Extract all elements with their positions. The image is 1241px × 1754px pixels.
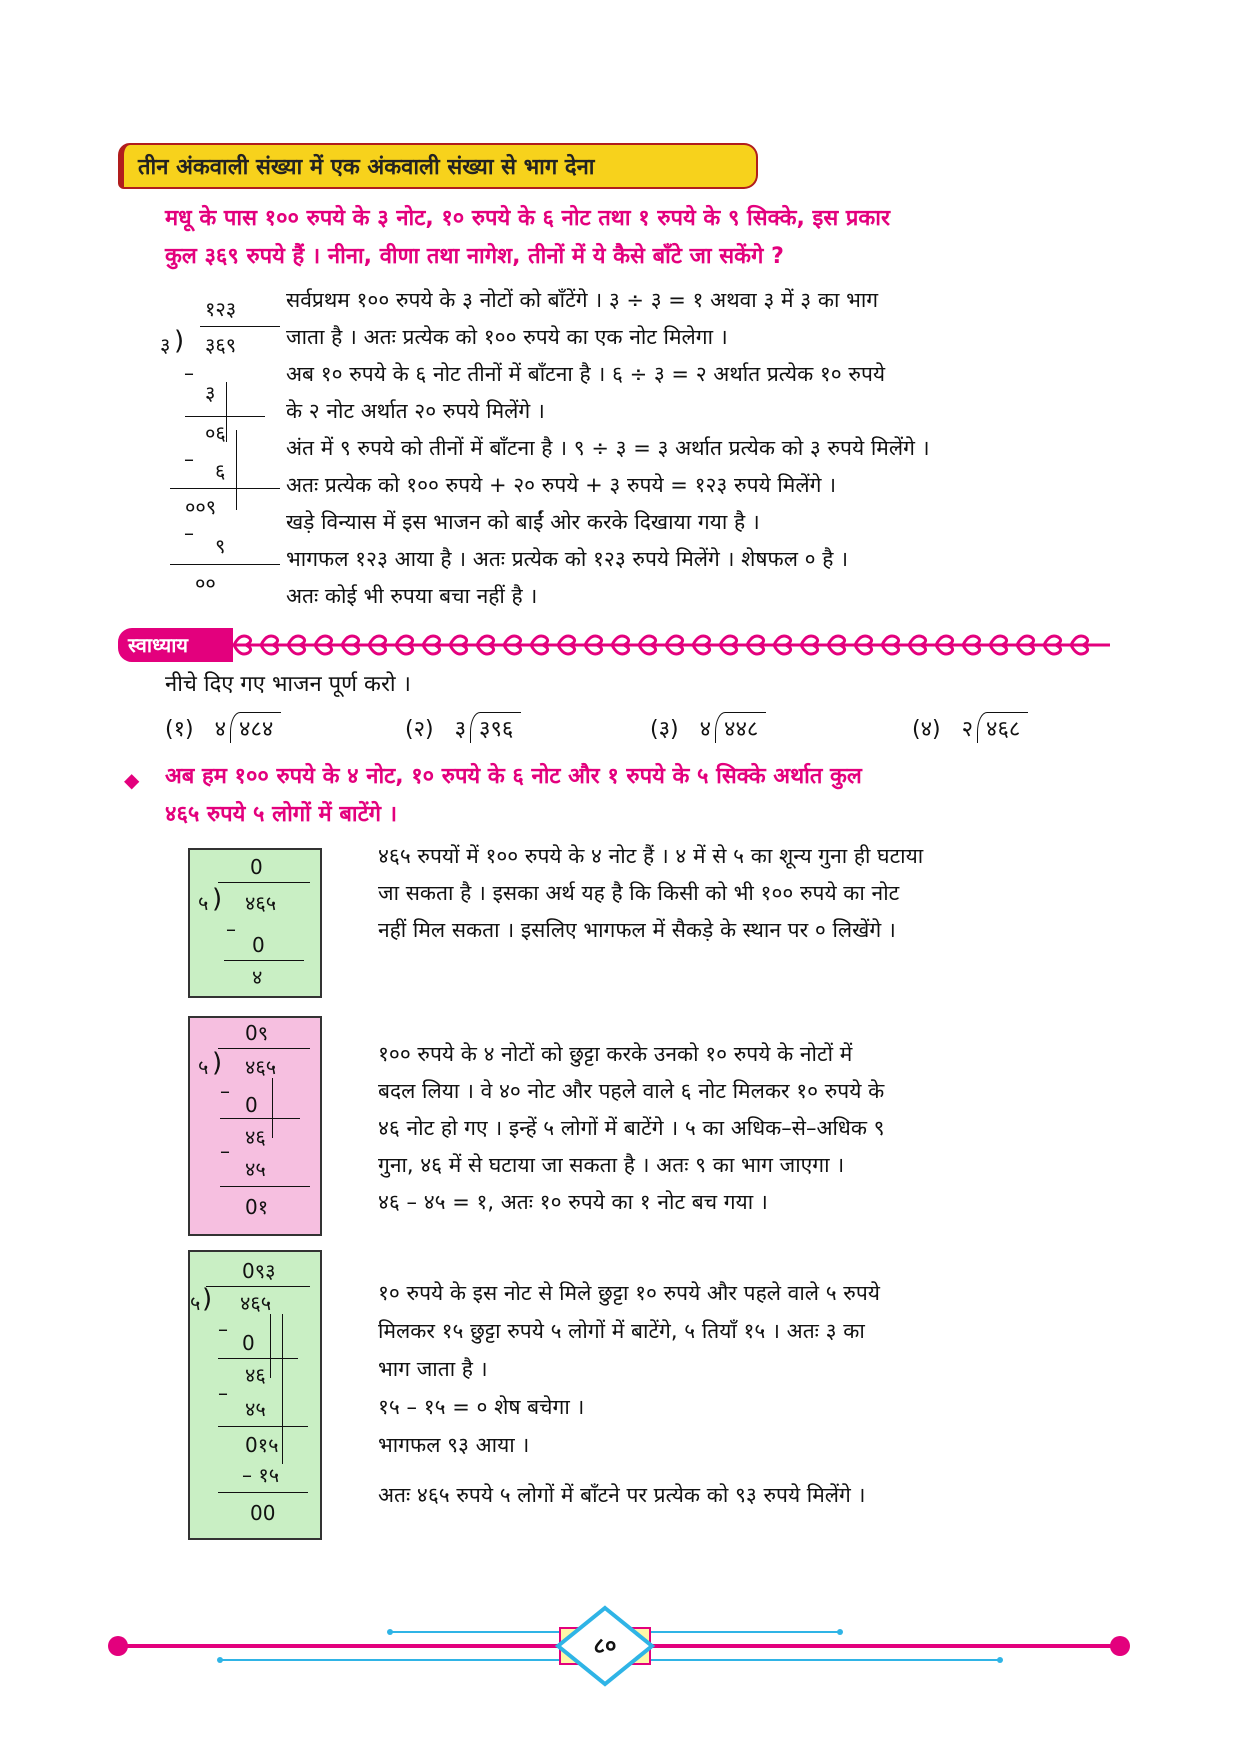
intro-line: ४६५ रुपये ५ लोगों में बाटेंगे । bbox=[165, 802, 398, 827]
exercise-number: (३) bbox=[650, 717, 679, 742]
decorative-chain-border bbox=[230, 628, 1120, 662]
step2-explanation bbox=[378, 1036, 1128, 1221]
divisor: ३ bbox=[454, 717, 467, 742]
subtract-2: ४५ bbox=[245, 1157, 266, 1181]
subtract-1: 0 bbox=[242, 1331, 255, 1355]
text-line: बदल लिया । वे ४० नोट और पहले वाले ६ नोट मिलकर १० रुपये के bbox=[378, 1079, 885, 1103]
text-line: मिलकर १५ छुट्टा रुपये ५ लोगों में बाटेंगे, ५ तियाँ १५ । अतः ३ का bbox=[378, 1319, 865, 1343]
divisor: ५ bbox=[190, 1291, 201, 1315]
quotient: १२३ bbox=[205, 297, 237, 321]
remainder-1: ४ bbox=[252, 965, 263, 989]
divisor: ४ bbox=[214, 717, 227, 742]
section-heading: तीन अंकवाली संख्या में एक अंकवाली संख्या से भाग देना bbox=[118, 143, 758, 189]
remainder-1: ४६ bbox=[245, 1125, 266, 1149]
diamond-bullet-icon: ◆ bbox=[124, 768, 140, 792]
exercise-number: (२) bbox=[405, 717, 434, 742]
text-line: खड़े विन्यास में इस भाजन को बाईं ओर करके दिखाया गया है । bbox=[286, 510, 760, 534]
dividend: ४६५ bbox=[240, 1291, 272, 1315]
dividend: ४६५ bbox=[245, 891, 277, 915]
page-number: ८० bbox=[593, 1634, 617, 1659]
minus-sign: – bbox=[226, 917, 236, 941]
step3-explanation bbox=[378, 1274, 1128, 1514]
text-line: अंत में ९ रुपये को तीनों में बाँटना है । ९ ÷ ३ = ३ अर्थात प्रत्येक को ३ रुपये मिलेंगे । bbox=[286, 436, 930, 460]
divisor: ३ bbox=[160, 333, 171, 357]
divisor: ५ bbox=[198, 891, 209, 915]
remainder-1: ४६ bbox=[245, 1363, 266, 1387]
text-line: अतः कोई भी रुपया बचा नहीं है । bbox=[286, 584, 538, 608]
quotient: 0९३ bbox=[242, 1259, 276, 1283]
exercise-instruction: नीचे दिए गए भाजन पूर्ण करो । bbox=[165, 672, 411, 697]
text-line: गुना, ४६ में से घटाया जा सकता है । अतः ९ का भाग जाएगा । bbox=[378, 1153, 845, 1177]
text-line: के २ नोट अर्थात २० रुपये मिलेंगे । bbox=[286, 399, 545, 423]
subtract-1: 0 bbox=[245, 1093, 258, 1117]
step1-explanation bbox=[378, 838, 1128, 949]
dividend: ४८४ bbox=[230, 712, 281, 743]
example2-intro bbox=[165, 758, 1125, 834]
subtract-2: ६ bbox=[215, 459, 226, 483]
text-line: ४६ – ४५ = १, अतः १० रुपये का १ नोट बच गया । bbox=[378, 1190, 768, 1214]
subtract-3: – १५ bbox=[242, 1463, 280, 1487]
swadhyay-label: स्वाध्याय bbox=[118, 628, 233, 662]
remainder-final: ०० bbox=[195, 571, 216, 595]
intro-line: कुल ३६९ रुपये हैं । नीना, वीणा तथा नागेश, तीनों में ये कैसे बाँटे जा सकेंगे ? bbox=[165, 244, 784, 269]
dividend: ४६८ bbox=[977, 712, 1028, 743]
text-line: जा सकता है । इसका अर्थ यह है कि किसी को भी १०० रुपये का नोट bbox=[378, 881, 900, 905]
step3-calc-box: 0९३ ५ ) ४६५ – 0 ४६ – ४५ 0१५ – १५ 00 bbox=[188, 1250, 322, 1540]
step1-calc-box: 0 ५ ) ४६५ – 0 ४ bbox=[188, 848, 322, 998]
remainder-2: 0१ bbox=[245, 1195, 269, 1219]
division-369-by-3: १२३ ३ ) ३६९ – ३ ०६ – ६ ००९ – ९ ०० bbox=[160, 290, 280, 620]
text-line: १५ – १५ = ० शेष बचेगा । bbox=[378, 1395, 585, 1419]
subtract-3: ९ bbox=[215, 534, 226, 558]
text-line: सर्वप्रथम १०० रुपये के ३ नोटों को बाँटेंगे । ३ ÷ ३ = १ अथवा ३ में ३ का भाग bbox=[286, 288, 879, 312]
exercise-3 bbox=[650, 712, 766, 743]
text-line: नहीं मिल सकता । इसलिए भागफल में सैकड़े के स्थान पर ० लिखेंगे । bbox=[378, 918, 896, 942]
text-line: १०० रुपये के ४ नोटों को छुट्टा करके उनको १० रुपये के नोटों में bbox=[378, 1042, 853, 1066]
text-line: भागफल ९३ आया । bbox=[378, 1433, 530, 1457]
quotient: 0 bbox=[250, 855, 263, 879]
remainder-2: ००९ bbox=[185, 495, 217, 519]
example1-explanation bbox=[286, 282, 1126, 615]
subtract-2: ४५ bbox=[245, 1397, 266, 1421]
subtract-1: ३ bbox=[205, 381, 216, 405]
divisor: २ bbox=[961, 717, 974, 742]
remainder-final: 00 bbox=[250, 1501, 276, 1525]
exercise-4 bbox=[912, 712, 1028, 743]
text-line: ४६५ रुपयों में १०० रुपये के ४ नोट हैं । ४ में से ५ का शून्य गुना ही घटाया bbox=[378, 844, 924, 868]
divisor: ५ bbox=[198, 1055, 209, 1079]
minus-sign: – bbox=[218, 1317, 228, 1341]
text-line: भाग जाता है । bbox=[378, 1357, 488, 1381]
minus-sign: – bbox=[184, 521, 194, 545]
text-line: ४६ नोट हो गए । इन्हें ५ लोगों में बाटेंगे । ५ का अधिक–से–अधिक ९ bbox=[378, 1116, 885, 1140]
exercise-number: (१) bbox=[165, 717, 194, 742]
step2-calc-box: 0९ ५ ) ४६५ – 0 ४६ – ४५ 0१ bbox=[188, 1016, 322, 1236]
dividend: ४६५ bbox=[245, 1055, 277, 1079]
minus-sign: – bbox=[220, 1139, 230, 1163]
text-line: भागफल १२३ आया है । अतः प्रत्येक को १२३ रुपये मिलेंगे । शेषफल ० है । bbox=[286, 547, 849, 571]
intro-line: अब हम १०० रुपये के ४ नोट, १० रुपये के ६ नोट और १ रुपये के ५ सिक्के अर्थात कुल bbox=[165, 764, 862, 789]
dividend: ३९६ bbox=[470, 712, 521, 743]
dividend: ४४८ bbox=[715, 712, 766, 743]
subtract-1: 0 bbox=[252, 933, 265, 957]
remainder-1: ०६ bbox=[205, 421, 226, 445]
exercise-number: (४) bbox=[912, 717, 941, 742]
quotient: 0९ bbox=[245, 1021, 269, 1045]
minus-sign: – bbox=[184, 361, 194, 385]
exercise-1 bbox=[165, 712, 281, 743]
dividend: ३६९ bbox=[205, 333, 237, 357]
minus-sign: – bbox=[184, 447, 194, 471]
text-line: अतः ४६५ रुपये ५ लोगों में बाँटने पर प्रत्येक को ९३ रुपये मिलेंगे । bbox=[378, 1483, 866, 1507]
divisor: ४ bbox=[699, 717, 712, 742]
intro-paragraph bbox=[165, 200, 1125, 276]
text-line: अब १० रुपये के ६ नोट तीनों में बाँटना है । ६ ÷ ३ = २ अर्थात प्रत्येक १० रुपये bbox=[286, 362, 886, 386]
intro-line: मधू के पास १०० रुपये के ३ नोट, १० रुपये के ६ नोट तथा १ रुपये के ९ सिक्के, इस प्रकार bbox=[165, 206, 890, 231]
text-line: अतः प्रत्येक को १०० रुपये + २० रुपये + ३ रुपये = १२३ रुपये मिलेंगे । bbox=[286, 473, 837, 497]
exercise-2 bbox=[405, 712, 521, 743]
text-line: १० रुपये के इस नोट से मिले छुट्टा १० रुपये और पहले वाले ५ रुपये bbox=[378, 1281, 880, 1305]
text-line: जाता है । अतः प्रत्येक को १०० रुपये का एक नोट मिलेगा । bbox=[286, 325, 728, 349]
minus-sign: – bbox=[218, 1381, 228, 1405]
minus-sign: – bbox=[220, 1079, 230, 1103]
remainder-2: 0१५ bbox=[245, 1433, 279, 1457]
